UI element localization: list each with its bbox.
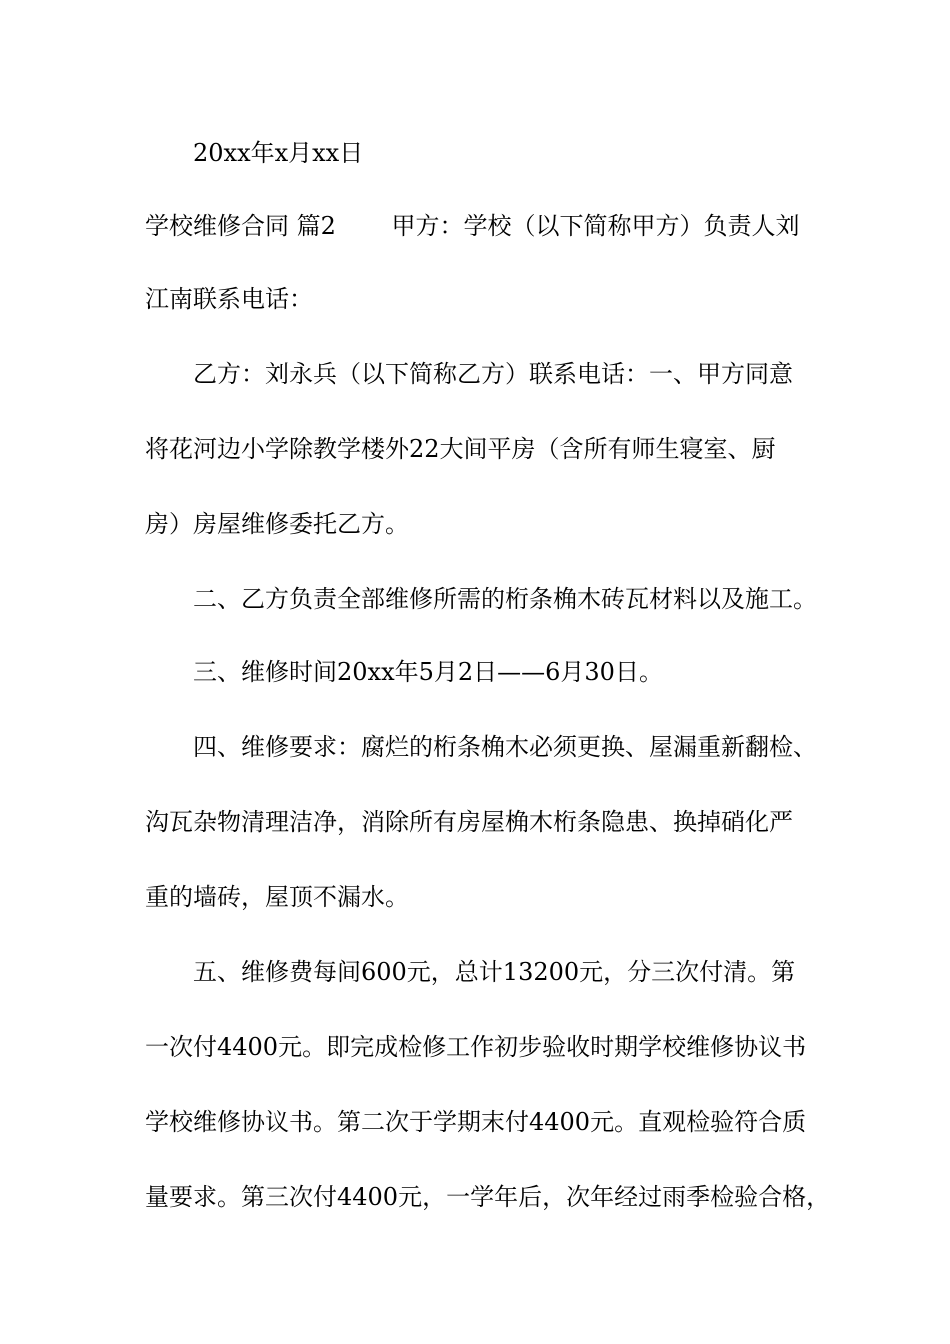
title-and-party-a: 学校维修合同 篇2 甲方：学校（以下简称甲方）负责人刘 <box>145 212 800 240</box>
clause-four: 四、维修要求：腐烂的桁条桷木必须更换、屋漏重新翻检、 <box>193 733 817 761</box>
party-b-line: 乙方：刘永兵（以下简称乙方）联系电话：一、甲方同意 <box>193 360 793 388</box>
clause-three: 三、维修时间20xx年5月2日——6月30日。 <box>193 658 663 686</box>
paragraph-line: 房）房屋维修委托乙方。 <box>145 510 409 538</box>
paragraph-line: 江南联系电话： <box>145 285 313 313</box>
clause-two: 二、乙方负责全部维修所需的桁条桷木砖瓦材料以及施工。 <box>193 585 817 613</box>
paragraph-line: 沟瓦杂物清理洁净，消除所有房屋桷木桁条隐患、换掉硝化严 <box>145 808 793 836</box>
clause-five: 五、维修费每间600元，总计13200元，分三次付清。第 <box>193 958 796 986</box>
paragraph-line: 一次付4400元。即完成检修工作初步验收时期学校维修协议书 <box>145 1033 807 1061</box>
paragraph-line: 量要求。第三次付4400元，一学年后，次年经过雨季检验合格， <box>145 1183 831 1211</box>
paragraph-line: 将花河边小学除教学楼外22大间平房（含所有师生寝室、厨 <box>145 435 776 463</box>
paragraph-line: 学校维修协议书。第二次于学期末付4400元。直观检验符合质 <box>145 1108 807 1136</box>
date-line: 20xx年x月xx日 <box>193 139 364 167</box>
paragraph-line: 重的墙砖，屋顶不漏水。 <box>145 883 409 911</box>
